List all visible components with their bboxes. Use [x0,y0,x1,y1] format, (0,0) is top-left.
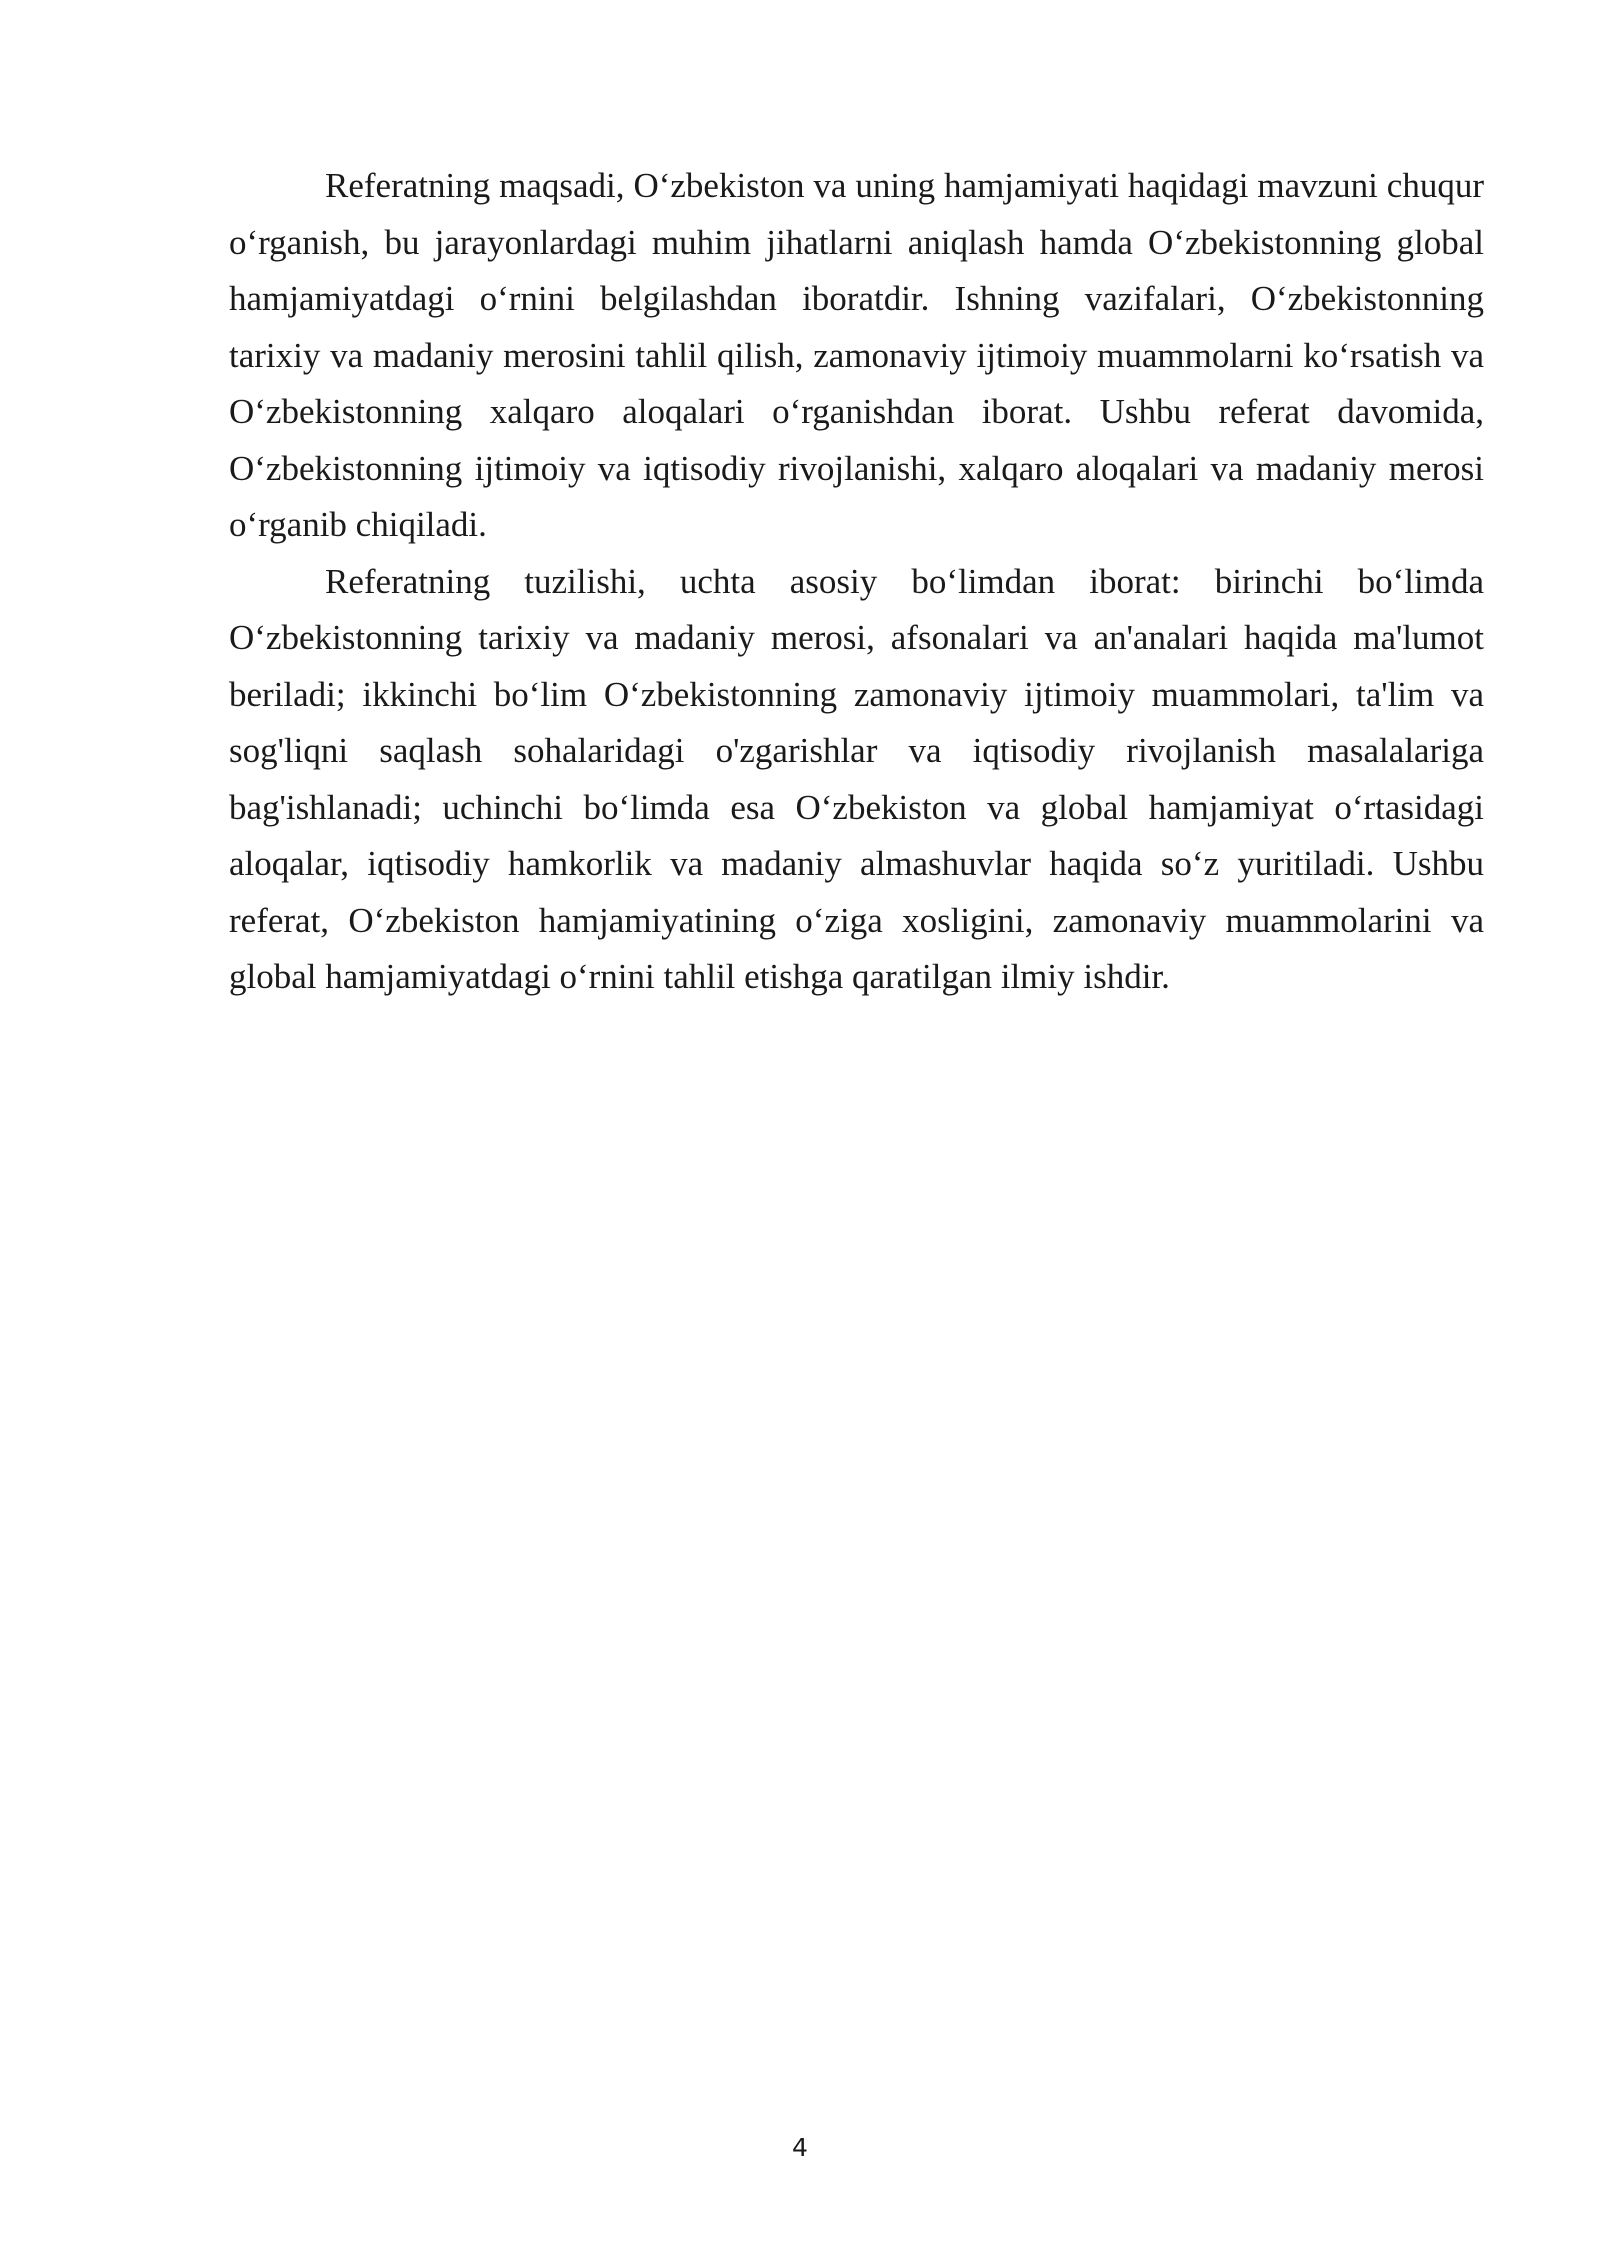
body-text [229,158,1484,1006]
paragraph-structure: Referatning tuzilishi, uchta asosiy bo‘limdan iborat: birinchi bo‘limda O‘zbekistonning tarixiy va madaniy merosi, afsonalari va an'analari haqida ma'lumot beriladi; ikkinchi bo‘lim O‘zbekistonning zamonaviy ijtimoiy muammolari, ta'lim va sog'liqni saqlash sohalaridagi o'zgarishlar va iqtisodiy rivojlanish masalalariga bag'ishlanadi; uchinchi bo‘limda esa O‘zbekiston va global hamjamiyat o‘rtasidagi aloqalar, iqtisodiy hamkorlik va madaniy almashuvlar haqida so‘z yuritiladi. Ushbu referat, O‘zbekiston hamjamiyatining o‘ziga xosligini, zamonaviy muammolarini va global hamjamiyatdagi o‘rnini tahlil etishga qaratilgan ilmiy ishdir. [229,561,1484,996]
page-number: 4 [792,2133,808,2162]
paragraph-purpose: Referatning maqsadi, O‘zbekiston va uning hamjamiyati haqidagi mavzuni chuqur o‘rganish, bu jarayonlardagi muhim jihatlarni aniqlash hamda O‘zbekistonning global hamjamiyatdagi o‘rnini belgilashdan iboratdir. Ishning vazifalari, O‘zbekistonning tarixiy va madaniy merosini tahlil qilish, zamonaviy ijtimoiy muammolarni ko‘rsatish va O‘zbekistonning xalqaro aloqalari o‘rganishdan iborat. Ushbu referat davomida, O‘zbekistonning ijtimoiy va iqtisodiy rivojlanishi, xalqaro aloqalari va madaniy merosi o‘rganib chiqiladi. [229,166,1484,544]
